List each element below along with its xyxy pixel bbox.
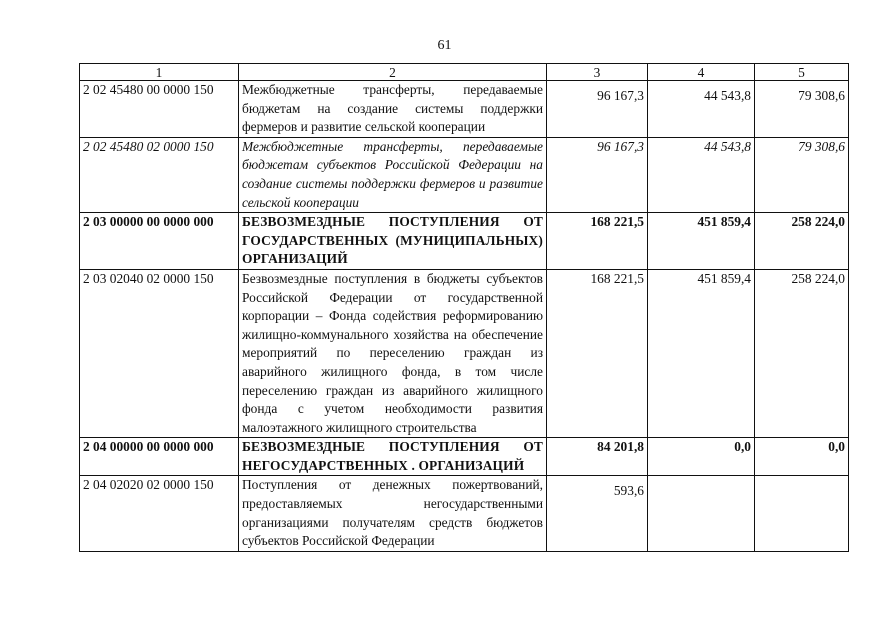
amount-col3-value: 168 221,5	[590, 214, 644, 230]
table-row	[80, 137, 849, 212]
amount-col4-cell	[648, 137, 755, 212]
column-header: 4	[648, 64, 755, 81]
amount-col4-cell	[648, 269, 755, 437]
table-header-row	[80, 64, 849, 81]
amount-col5-cell	[755, 438, 849, 476]
table-row	[80, 438, 849, 476]
amount-col4-value: 0,0	[734, 439, 751, 455]
amount-col5-value: 258 224,0	[791, 270, 845, 286]
amount-col4-value: 44 543,8	[704, 88, 751, 103]
amount-col3-cell	[547, 476, 648, 551]
budget-code-cell: 2 04 02020 02 0000 150	[80, 476, 239, 551]
description-cell: Межбюджетные трансферты, передаваемые бюджетам субъектов Российской Федерации на создание системы поддержки фермеров и развитие сельской кооперации	[239, 137, 547, 212]
amount-col3-cell	[547, 81, 648, 138]
table-row	[80, 81, 849, 138]
amount-col3-cell	[547, 213, 648, 270]
amount-col5-cell	[755, 269, 849, 437]
amount-col5-value: 79 308,6	[798, 88, 845, 103]
table-row	[80, 269, 849, 437]
amount-col3-cell	[547, 269, 648, 437]
amount-col5-cell	[755, 81, 849, 138]
description-cell: БЕЗВОЗМЕЗДНЫЕ ПОСТУПЛЕНИЯ ОТ ГОСУДАРСТВЕННЫХ (МУНИЦИПАЛЬНЫХ) ОРГАНИЗАЦИЙ	[239, 213, 547, 270]
amount-col3-value: 168 221,5	[590, 270, 644, 286]
amount-col5-value: 0,0	[828, 439, 845, 455]
amount-col5-cell	[755, 137, 849, 212]
column-header: 1	[80, 64, 239, 81]
amount-col4-cell	[648, 438, 755, 476]
budget-table	[79, 63, 849, 552]
table-row	[80, 213, 849, 270]
amount-col4-value: 451 859,4	[697, 270, 751, 286]
description-cell: Поступления от денежных пожертвований, предоставляемых негосударственными организациями получателям средств бюджетов субъектов Российской Федерации	[239, 476, 547, 551]
amount-col4-cell	[648, 213, 755, 270]
amount-col4-cell	[648, 476, 755, 551]
column-header: 3	[547, 64, 648, 81]
amount-col3-value: 96 167,3	[597, 138, 644, 154]
amount-col5-value: 258 224,0	[791, 214, 845, 230]
description-cell: Безвозмездные поступления в бюджеты субъектов Российской Федерации от государственной корпорации – Фонда содействия реформированию жилищно-коммунального хозяйства на обеспечение мероприятий по переселению граждан из аварийного жилищного фонда, в том числе переселению граждан из аварийного жилищного фонда с учетом необходимости развития малоэтажного жилищного строительства	[239, 269, 547, 437]
amount-col4-value: 44 543,8	[704, 138, 751, 154]
budget-code-cell: 2 04 00000 00 0000 000	[80, 438, 239, 476]
budget-code-cell: 2 02 45480 00 0000 150	[80, 81, 239, 138]
amount-col3-value: 84 201,8	[597, 439, 644, 455]
description-cell: Межбюджетные трансферты, передаваемые бюджетам на создание системы поддержки фермеров и развитие сельской кооперации	[239, 81, 547, 138]
amount-col4-value: 451 859,4	[697, 214, 751, 230]
column-header: 2	[239, 64, 547, 81]
amount-col3-value: 593,6	[613, 483, 644, 499]
budget-code-cell: 2 03 00000 00 0000 000	[80, 213, 239, 270]
budget-code-cell: 2 02 45480 02 0000 150	[80, 137, 239, 212]
amount-col5-value: 79 308,6	[798, 138, 845, 154]
amount-col3-value: 96 167,3	[597, 88, 644, 103]
amount-col5-cell	[755, 476, 849, 551]
amount-col5-cell	[755, 213, 849, 270]
amount-col3-cell	[547, 438, 648, 476]
amount-col3-cell	[547, 137, 648, 212]
budget-code-cell: 2 03 02040 02 0000 150	[80, 269, 239, 437]
amount-col4-cell	[648, 81, 755, 138]
page-number: 61	[437, 38, 452, 53]
description-cell: БЕЗВОЗМЕЗДНЫЕ ПОСТУПЛЕНИЯ ОТ НЕГОСУДАРСТВЕННЫХ . ОРГАНИЗАЦИЙ	[239, 438, 547, 476]
column-header: 5	[755, 64, 849, 81]
table-row	[80, 476, 849, 551]
